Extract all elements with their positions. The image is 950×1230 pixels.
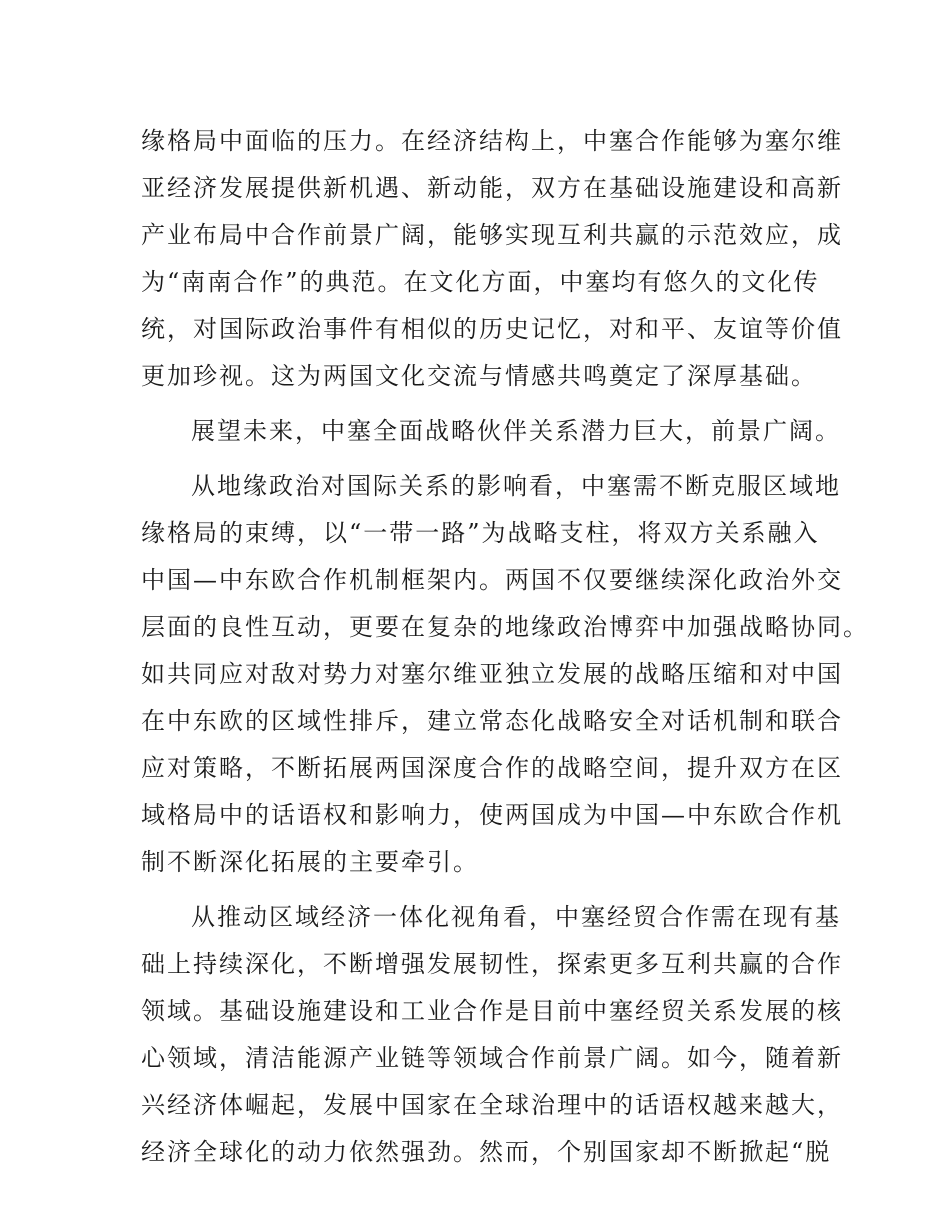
text-line: 亚经济发展提供新机遇、新动能，双方在基础设施建设和高新 [141, 174, 843, 202]
paragraph [141, 408, 841, 455]
text-line: 从地缘政治对国际关系的影响看，中塞需不断克服区域地 [191, 472, 841, 500]
text-line: 缘格局中面临的压力。在经济结构上，中塞合作能够为塞尔维 [141, 127, 843, 155]
text-line: 领域。基础设施建设和工业合作是目前中塞经贸关系发展的核 [141, 997, 843, 1025]
text-line: 制不断深化拓展的主要牵引。 [141, 848, 479, 876]
text-line: 统，对国际政治事件有相似的历史记忆，对和平、友谊等价值 [141, 315, 843, 343]
text-line: 产业布局中合作前景广阔，能够实现互利共赢的示范效应，成 [141, 221, 843, 249]
text-line: 兴经济体崛起，发展中国家在全球治理中的话语权越来越大， [141, 1091, 843, 1119]
paragraph [141, 894, 843, 1176]
text-line: 础上持续深化，不断增强发展韧性，探索更多互利共赢的合作 [141, 950, 843, 978]
text-line: 从推动区域经济一体化视角看，中塞经贸合作需在现有基 [191, 903, 841, 931]
text-line: 为“南南合作”的典范。在文化方面，中塞均有悠久的文化传 [141, 268, 820, 296]
text-line: 中国—中东欧合作机制框架内。两国不仅要继续深化政治外交 [141, 566, 843, 594]
paragraph [141, 463, 869, 886]
text-line: 展望未来，中塞全面战略伙伴关系潜力巨大，前景广阔。 [191, 417, 841, 445]
text-line: 缘格局的束缚，以“一带一路”为战略支柱，将双方关系融入 [141, 519, 820, 547]
text-line: 应对策略，不断拓展两国深度合作的战略空间，提升双方在区 [141, 754, 843, 782]
body-text [141, 118, 869, 1176]
text-line: 更加珍视。这为两国文化交流与情感共鸣奠定了深厚基础。 [141, 362, 817, 390]
text-line: 如共同应对敌对势力对塞尔维亚独立发展的战略压缩和对中国 [141, 660, 843, 688]
paragraph [141, 118, 843, 400]
text-line: 经济全球化的动力依然强劲。然而，个别国家却不断掀起“脱 [141, 1138, 832, 1166]
text-line: 域格局中的话语权和影响力，使两国成为中国—中东欧合作机 [141, 801, 843, 829]
text-line: 心领域，清洁能源产业链等领域合作前景广阔。如今，随着新 [141, 1044, 843, 1072]
text-line: 在中东欧的区域性排斥，建立常态化战略安全对话机制和联合 [141, 707, 843, 735]
text-line: 层面的良性互动，更要在复杂的地缘政治博弈中加强战略协同。 [141, 613, 869, 641]
